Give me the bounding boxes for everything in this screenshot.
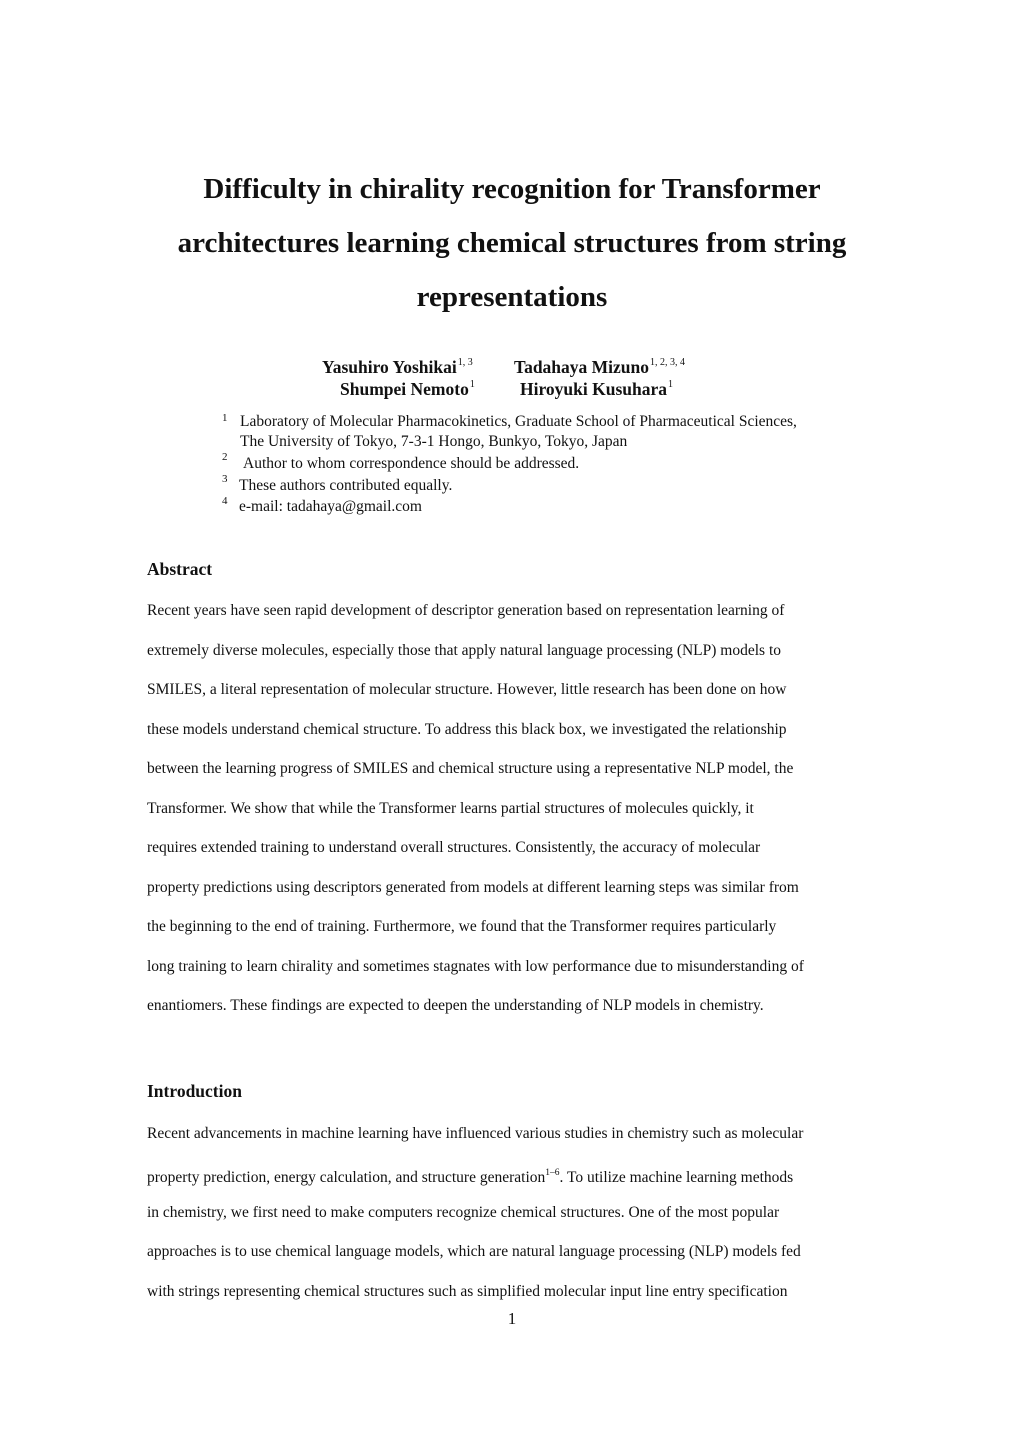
paper-title-line-3: representations xyxy=(416,281,608,313)
author-name: Tadahaya Mizuno xyxy=(514,357,650,377)
affiliation-number: 4 xyxy=(222,495,228,507)
affiliation-number: 3 xyxy=(222,473,228,485)
introduction-line: Recent advancements in machine learning have influenced various studies in chemistry such as molecular xyxy=(147,1125,804,1142)
affiliation-text: Laboratory of Molecular Pharmacokinetics, Graduate School of Pharmaceutical Sciences, xyxy=(240,413,797,430)
introduction-text: . To utilize machine learning methods xyxy=(559,1169,794,1186)
author-name: Shumpei Nemoto xyxy=(340,379,469,399)
paper-title-line-1: Difficulty in chirality recognition for Transformer xyxy=(203,173,821,205)
introduction-line: approaches is to use chemical language models, which are natural language processing (NLP) models fed xyxy=(147,1243,801,1260)
affiliation-number: 1 xyxy=(222,412,228,424)
abstract-line: Transformer. We show that while the Transformer learns partial structures of molecules quickly, it xyxy=(147,800,754,817)
author-kusuhara xyxy=(520,374,673,400)
author-affiliation-mark: 1 xyxy=(668,379,674,390)
abstract-line: Recent years have seen rapid development of descriptor generation based on representation learning of xyxy=(147,602,785,619)
author-affiliation-mark: 1 xyxy=(469,379,475,390)
abstract-line: extremely diverse molecules, especially those that apply natural language processing (NLP) models to xyxy=(147,642,782,659)
author-name: Yasuhiro Yoshikai xyxy=(322,357,457,377)
introduction-line: with strings representing chemical structures such as simplified molecular input line entry specification xyxy=(147,1283,788,1300)
affiliation-text: e-mail: tadahaya@gmail.com xyxy=(239,498,422,515)
paper-title-line-2: architectures learning chemical structures from string xyxy=(177,227,847,259)
abstract-line: enantiomers. These findings are expected to deepen the understanding of NLP models in chemistry. xyxy=(147,997,764,1014)
author-nemoto xyxy=(340,374,475,400)
affiliation-text: These authors contributed equally. xyxy=(239,477,453,494)
introduction-line: in chemistry, we first need to make computers recognize chemical structures. One of the most popular xyxy=(147,1204,780,1221)
abstract-line: the beginning to the end of training. Furthermore, we found that the Transformer requires particularly xyxy=(147,918,777,935)
author-name: Hiroyuki Kusuhara xyxy=(520,379,668,399)
page-number: 1 xyxy=(507,1309,517,1328)
abstract-line: between the learning progress of SMILES and chemical structure using a representative NLP model, the xyxy=(147,760,794,777)
author-affiliation-mark: 1, 2, 3, 4 xyxy=(650,357,686,368)
introduction-text: property prediction, energy calculation, and structure generation xyxy=(147,1169,546,1186)
abstract-line: SMILES, a literal representation of molecular structure. However, little research has been done on how xyxy=(147,681,787,698)
abstract-heading: Abstract xyxy=(147,559,213,579)
abstract-line: these models understand chemical structure. To address this black box, we investigated the relationship xyxy=(147,721,787,738)
introduction-heading: Introduction xyxy=(147,1081,242,1101)
citation-reference: 1–6 xyxy=(545,1168,560,1178)
author-affiliation-mark: 1, 3 xyxy=(457,357,473,368)
affiliation-text: The University of Tokyo, 7-3-1 Hongo, Bunkyo, Tokyo, Japan xyxy=(240,433,628,450)
introduction-line xyxy=(147,1163,793,1188)
abstract-line: long training to learn chirality and sometimes stagnates with low performance due to misunderstanding of xyxy=(147,958,804,975)
affiliation-number: 2 xyxy=(222,451,228,463)
affiliation-text: Author to whom correspondence should be addressed. xyxy=(243,455,580,472)
abstract-line: requires extended training to understand overall structures. Consistently, the accuracy of molecular xyxy=(147,839,761,856)
abstract-line: property predictions using descriptors generated from models at different learning steps was similar from xyxy=(147,879,799,896)
